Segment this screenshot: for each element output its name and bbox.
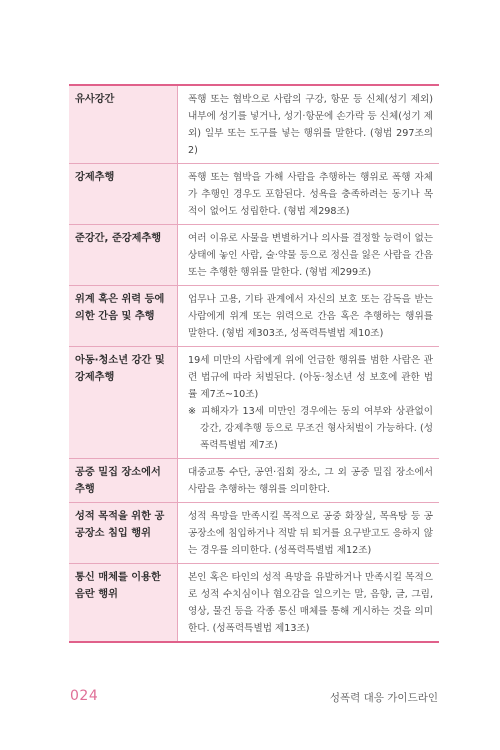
term-cell: 준강간, 준강제추행: [69, 225, 178, 285]
table-row: [69, 563, 439, 641]
term-cell: 공중 밀집 장소에서 추행: [69, 459, 178, 502]
footnote-text: ※ 피해자가 13세 미만인 경우에는 동의 여부와 상관없이 강간, 강제추행 등으로 무조건 형사처벌이 가능하다. (성폭력특별법 제7조): [188, 406, 433, 451]
description-cell: 성적 욕망을 만족시킬 목적으로 공중 화장실, 목욕탕 등 공공장소에 침입하거나 적발 뒤 퇴거를 요구받고도 응하지 않는 경우를 의미한다. (성폭력특별법 제12조): [188, 511, 433, 556]
term-cell: 통신 매체를 이용한 음란 행위: [69, 564, 178, 641]
term-cell: 유사강간: [69, 86, 178, 163]
table-row: [69, 86, 439, 163]
term-cell: 강제추행: [69, 164, 178, 224]
description-cell: [178, 347, 439, 458]
description-cell: 폭행 또는 협박으로 사람의 구강, 항문 등 신체(성기 제외) 내부에 성기를 넣거나, 성기·항문에 손가락 등 신체(성기 제외) 일부 또는 도구를 넣는 행위를 말한다. (형법 297조의 2): [188, 94, 433, 156]
description-cell: 업무나 고용, 기타 관계에서 자신의 보호 또는 감독을 받는 사람에게 위계 또는 위력으로 간음 혹은 추행하는 행위를 말한다. (형법 제303조, 성폭력특별법 제10조): [188, 294, 433, 339]
description-cell: 본인 혹은 타인의 성적 욕망을 유발하거나 만족시킬 목적으로 성적 수치심이나 혐오감을 일으키는 말, 음향, 글, 그림, 영상, 물건 등을 각종 통신 매체를 통해 게시하는 것을 의미한다. (성폭력특별법 제13조): [188, 572, 433, 634]
term-cell: 위계 혹은 위력 등에 의한 간음 및 추행: [69, 286, 178, 346]
term-cell: 아동·청소년 강간 및 강제추행: [69, 347, 178, 458]
table-row: [69, 285, 439, 346]
term-cell: 성적 목적을 위한 공공장소 침입 행위: [69, 503, 178, 563]
table-row: [69, 458, 439, 502]
description-cell: 폭행 또는 협박을 가해 사람을 추행하는 행위로 폭행 자체가 추행인 경우도 포함된다. 성욕을 충족하려는 동기나 목적이 없어도 성립한다. (형법 제298조): [188, 172, 433, 217]
table-row: [69, 224, 439, 285]
table-row: [69, 502, 439, 563]
description-cell: 여러 이유로 사물을 변별하거나 의사를 결정할 능력이 없는 상태에 놓인 사람, 술·약물 등으로 정신을 잃은 사람을 간음 또는 추행한 행위를 말한다. (형법 제299조): [188, 233, 433, 278]
description-cell: 대중교통 수단, 공연·집회 장소, 그 외 공중 밀집 장소에서 사람을 추행하는 행위를 의미한다.: [188, 467, 433, 495]
table-row: [69, 346, 439, 458]
description-text: 19세 미만의 사람에게 위에 언급한 행위를 범한 사람은 관련 법규에 따라 처벌된다. (아동·청소년 성 보호에 관한 법률 제7조~10조): [188, 355, 433, 400]
table-row: [69, 163, 439, 224]
definitions-table: [69, 84, 439, 643]
page-number: 024: [70, 688, 99, 704]
running-footer-title: 성폭력 대응 가이드라인: [329, 692, 438, 704]
